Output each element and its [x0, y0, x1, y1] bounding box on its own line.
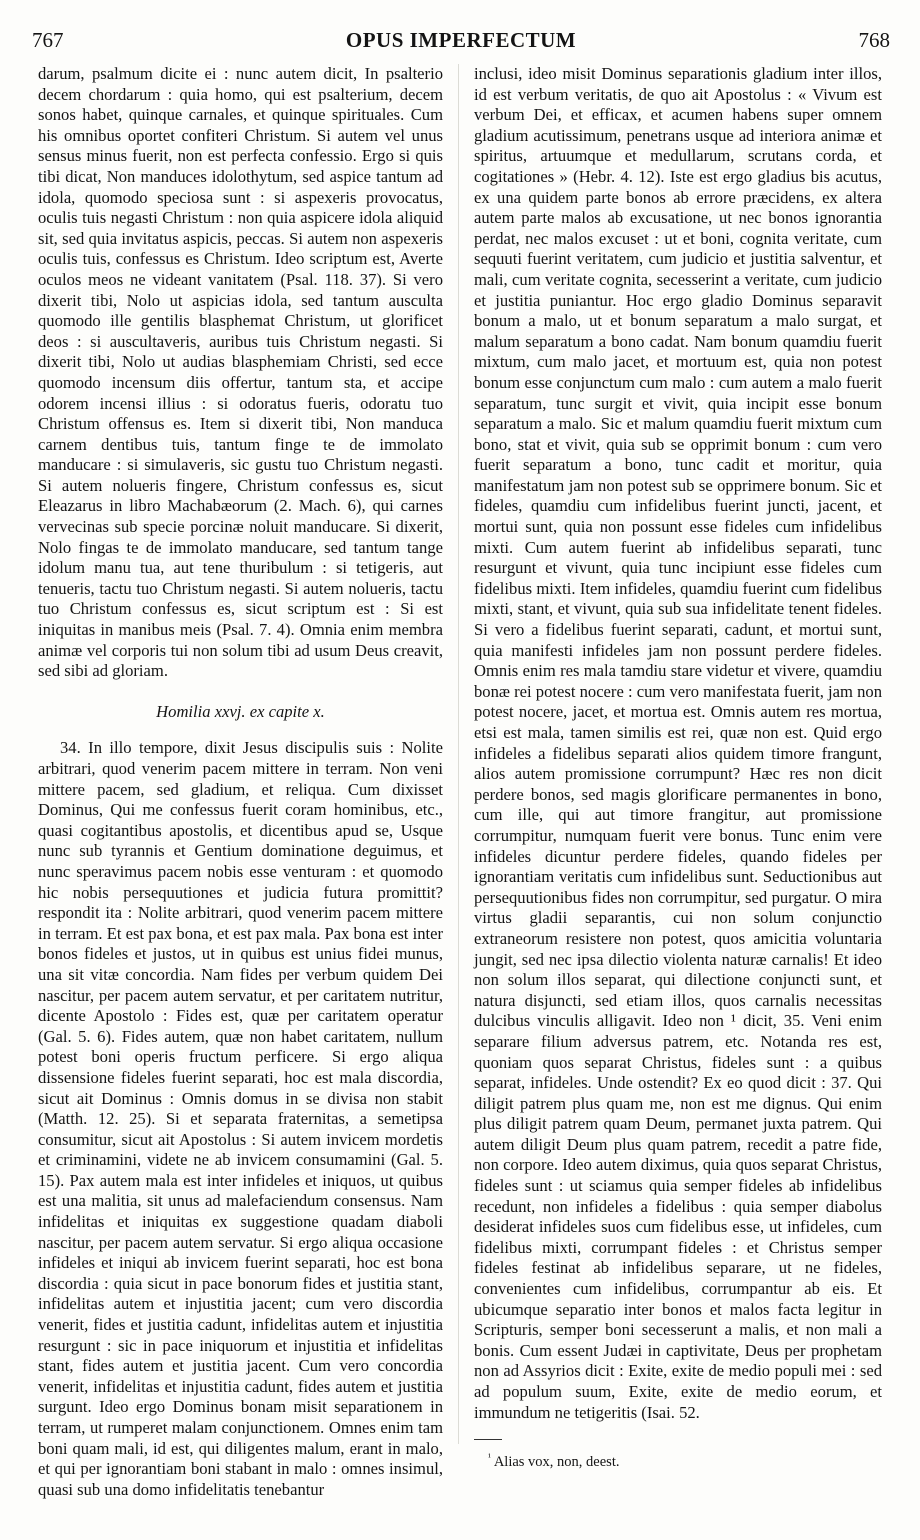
running-head: [32, 28, 890, 58]
left-column: [38, 64, 443, 1500]
left-paragraph-2: 34. In illo tempore, dixit Jesus discipulis suis : Nolite arbitrari, quod venerim pacem mittere in terram. Non veni mittere pacem, sed gladium, et reliqua. Cum dixisset Dominus, Qui me confessus fuerit coram hominibus, etc., quasi cogitantibus apostolis, et dicentibus apud se, Usque nunc sub tyrannis et Gentium dominatione deguimus, et nunc speravimus pacem nobis esse venturam : et quomodo hic nobis persequutiones et judicia futura promittit? respondit ita : Nolite arbitrari, quod venerim pacem mittere in terram. Et est pax bona, et est pax mala. Pax bona est inter bonos fideles et justos, ut in quibus est unius fidei munus, una sit vitæ concordia. Nam fides per verbum quidem Dei nascitur, per pacem autem servatur, et per caritatem nutritur, dicente Apostolo : Fides est, quæ per caritatem operatur (Gal. 5. 6). Fides autem, quæ non habet caritatem, nullum potest boni operis fructum perficere. Si ergo aliqua dissensione fideles fuerint separati, hoc est mala discordia, sicut ait Dominus : Omnis domus in se divisa non stabit (Matth. 12. 25). Si et separata fraternitas, a semetipsa consumitur, sicut ait Apostolus : Si autem invicem mordetis et criminamini, videte ne ab invicem consumamini (Gal. 5. 15). Pax autem mala est inter infideles et iniquos, ut quibus est una malitia, sit unus ad malefaciendum consensus. Nam infidelitas et iniquitas ex suggestione quadam diaboli nascitur, per pacem autem servatur. Si ergo aliqua occasione infideles et iniqui ab invicem fuerint separati, hoc est bona discordia : quia sicut in pace bonorum fides et justitia stant, infidelitas autem et injustitia jacent; cum vero discordia venerit, fides et justitia cadunt, infidelitas autem et injustitia resurgunt : sic in pace iniquorum et injustitia et infidelitas stant, fides autem et justitia jacent. Cum vero concordia venerit, infidelitas et injustitia cadunt, fides autem et justitia surgunt. Ideo ergo Dominus bonam misit separationem in terram, ut rumperet malam conjunctionem. Omnes enim tam boni quam mali, id est, qui diligentes malum, erant in malo, et qui per ignorantiam boni stabant in malo : omnes insimul, quasi sub una domo infidelitatis tenebantur: [38, 738, 443, 1499]
right-paragraph-1: inclusi, ideo misit Dominus separationis gladium inter illos, id est verbum veritatis, de quo ait Apostolus : « Vivum est verbum Dei, et efficax, et acumen habens super omnem gladium acutissimum, penetrans usque ad interiora animæ et spiritus, artuumque et medullarum, scrutans corda, et cogitationes » (Hebr. 4. 12). Iste est ergo gladius bis acutus, ex una quidem parte bonos ab errore præcidens, ex altera autem parte malos ab excusatione, ut nec bonos ignorantia perdat, nec malos excuset : ut et boni, cognita veritate, cum sequuti fuerint veritatem, cum judicio et justitia salventur, et mali, cum veritate cognita, secesserint a veritate, cum judicio et justitia puniantur. Hoc ergo gladio Dominus separavit bonum a malo, ut et bonum separatum a malo surgat, et malum separatum a bono cadat. Nam bonum quamdiu fuerit mixtum, cum malo jacet, et mortuum est, quia non potest bonum esse conjunctum cum malo : cum autem a malo fuerit separatum, tunc surgit et vivit, quia incipit esse bonum separatum a malo. Sic et malum quamdiu fuerit mixtum cum bono, stat et vivit, quia sub se opprimit bonum : cum vero fuerit separatum a bono, tunc cadit et moritur, quia manifestatum jam non potest sub se opprimere bonum. Sic et fideles, quamdiu cum infidelibus fuerint juncti, jacent, et mortui sunt, quia non possunt esse fideles cum infidelibus mixti. Cum autem fuerint ab infidelibus separati, tunc resurgunt et vivunt, quia tunc incipiunt esse fideles cum fidelibus mixti. Item infideles, quamdiu fuerint cum fidelibus mixti, stant, et vivunt, quia sub sua infidelitate tenent fideles. Si vero a fidelibus fuerint separati, cadunt, et mortui sunt, quia manifesti infideles jam non possunt perdere fideles. Omnis enim res mala tamdiu stare videtur et vivere, quamdiu bonæ rei potest nocere : cum vero manifestata fuerit, jam non potest nocere, jacet, et mortua est. Omnis autem res mortua, etsi est mala, tamen similis est rei, quæ non est. Quid ergo infideles a fidelibus separati alios quidem timore frangunt, alios autem promissione corrumpunt? Hæc res non dicit perdere bonos, sed magis glorificare permanentes in bono, cum ille, qui aut timore frangitur, aut promissione corrumpitur, numquam fuerit vere bonus. Tunc enim vere infideles dicuntur perdere fideles, quando fideles per ignorantiam veritatis cum infidelibus sunt. Seductionibus aut persequutionibus fides non corrumpitur, sed purgatur. O mira virtus gladii separantis, cui non solum conjunctio extraneorum resistere non potest, quos amicitia voluntaria jungit, sed nec ipsa dilectio violenta naturæ carnalis! Et ideo non solum illos separat, qui dilectione conjuncti sunt, et natura disjuncti, sed etiam illos, quos carnalis necessitas dulcibus vinculis alligavit. Ideo non ¹ dicit, 35. Veni enim separare filium adversus patrem, etc. Notanda res est, quoniam quos separat Christus, fideles sunt : a quibus separat, infideles. Unde ostendit? Ex eo quod dicit : 37. Qui diligit patrem plus quam me, non est me dignus. Qui enim plus diligit patrem quam Deum, permanet juxta patrem. Qui autem diligit Deum plus quam patrem, recedit a patre fide, non corpore. Ideo autem diximus, quia quos separat Christus, fideles sunt : ut sciamus quia semper fideles ab infidelibus recedunt, non infideles a fidelibus : quia semper diabolus desiderat infideles suos cum fidelibus esse, ut infideles, cum fidelibus mixti, corrumpant fideles : et Christus semper fideles festinat ab infidelibus separare, ut ne fideles, convenientes cum infidelibus, corrumpantur ab eis. Et ubicumque separatio inter bonos et malos facta legitur in Scripturis, semper boni secesserunt a malis, et non mali a bonis. Cum essent Judæi in captivitate, Deus per prophetam non ad Assyrios dicit : Exite, exite de medio populi mei : sed ad populum suum, Exite, exite de medio eorum, et immundum ne tetigeritis (Isai. 52.: [474, 64, 882, 1422]
page-number-left: 767: [32, 28, 64, 52]
homily-heading: Homilia xxvj. ex capite x.: [156, 701, 325, 721]
running-title: OPUS IMPERFECTUM: [345, 28, 577, 52]
footnote-text: Alias vox, non, deest.: [491, 1454, 620, 1471]
column-gutter: [458, 64, 459, 1444]
right-column: [474, 64, 882, 1473]
page-number-right: 768: [858, 28, 890, 52]
footnote-rule: [474, 1439, 502, 1440]
footnote: [474, 1448, 882, 1472]
footnote-mark: ¹: [488, 1452, 491, 1464]
left-paragraph-1: darum, psalmum dicite ei : nunc autem dicit, In psalterio decem chordarum : quia homo, qui est psalterium, decem sonos habet, quinque carnales, et quinque spirituales. Cum his omnibus oportet confiteri Christum. Si autem vel unus sensus minus fuerit, non est perfecta confessio. Ergo si quis tibi dicat, Non manduces idolothytum, sed aspice tantum ad idola, quomodo speciosa sunt : si aspexeris provocatus, oculis tuis negasti Christum : non quia aspicere idola aliquid sit, sed quia invitatus aspicis, peccas. Si autem non aspexeris oculis tuis, confessus es Christum. Ideo scriptum est, Averte oculos meos ne videant vanitatem (Psal. 118. 37). Si vero dixerit tibi, Nolo ut aspicias idola, sed tantum ausculta quomodo ille gentilis blasphemat Christum, ut glorificet deos : si auscultaveris, auribus tuis Christum negasti. Si dixerit tibi, Nolo ut audias blasphemiam Christi, sed ecce quomodo incensum diis offertur, tantum sta, et accipe odorem incensi illius : si odoratus fueris, odoratu tuo Christum offensus es. Item si dixerit tibi, Non manduca carnem dentibus tuis, tantum finge te de immolato manducare : si simulaveris, sic gustu tuo Christum negasti. Si autem nolueris fingere, Christum confessus es, sicut Eleazarus in libro Machabæorum (2. Mach. 6), qui carnes vervecinas sub specie porcinæ noluit manducare. Si dixerit, Nolo fingas te de immolato manducare, sed tantum tange idolum manu tua, aut tene thuribulum : si tetigeris, aut tenueris, tactu tuo Christum negasti. Si autem nolueris, tactu tuo Christum confessus es, sicut scriptum est : Si est iniquitas in manibus meis (Psal. 7. 4). Omnia enim membra animæ vel corporis tui non solum tibi ad usum Deus creavit, sed sibi ad gloriam.: [38, 64, 443, 681]
